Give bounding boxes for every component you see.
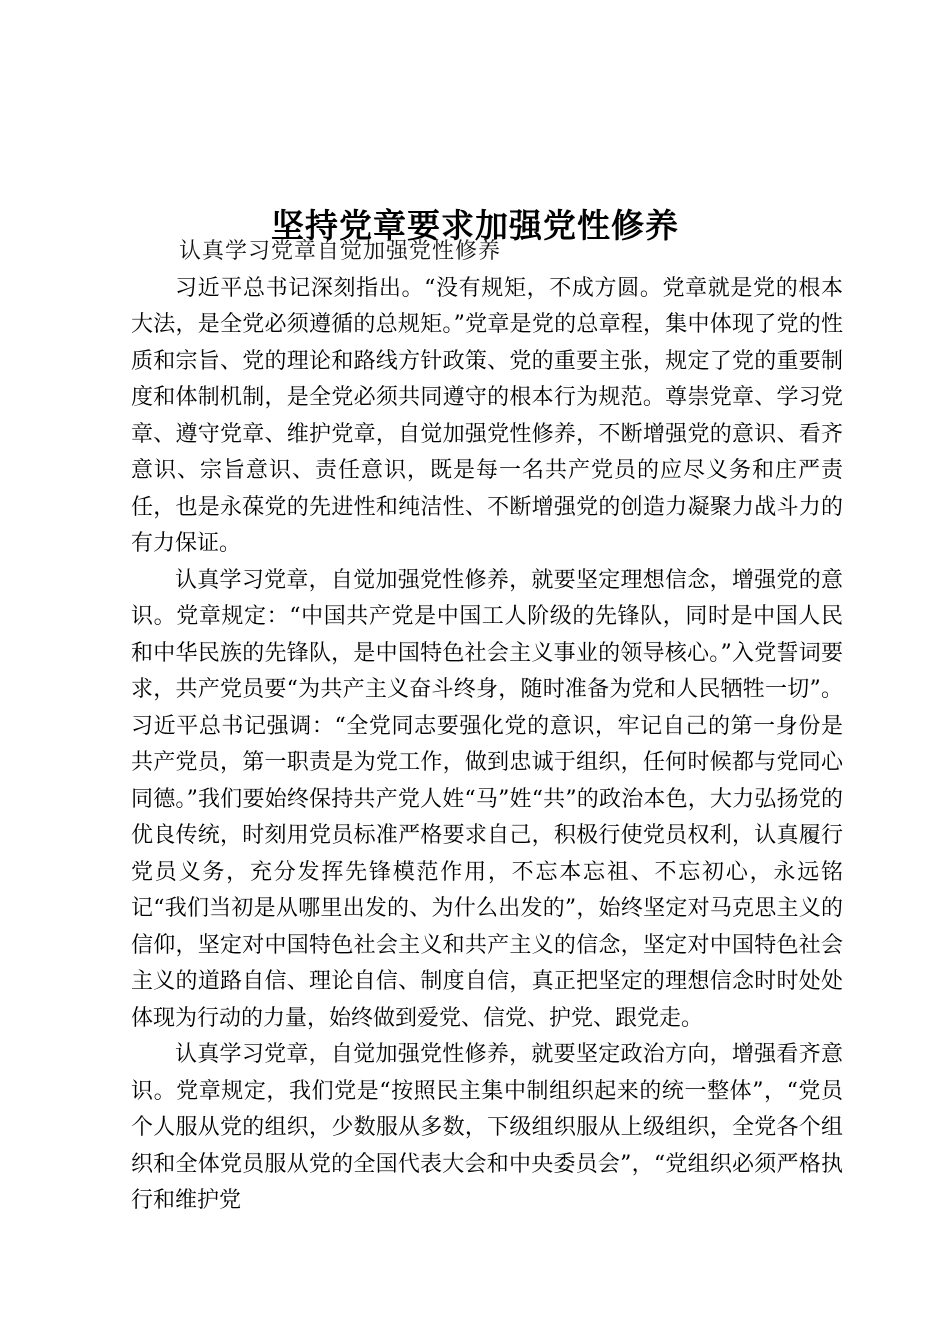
document-body <box>131 234 843 1220</box>
paragraph-2: 认真学习党章，自觉加强党性修养，就要坚定理想信念，增强党的意识。党章规定：“中国共产党是中国工人阶级的先锋队，同时是中国人民和中华民族的先锋队，是中国特色社会主义事业的领导核心。”入党誓词要求，共产党员要“为共产主义奋斗终身，随时准备为党和人民牺牲一切”。习近平总书记强调：“全党同志要强化党的意识，牢记自己的第一身份是共产党员，第一职责是为党工作，做到忠诚于组织，任何时候都与党同心同德。”我们要始终保持共产党人姓“马”姓“共”的政治本色，大力弘扬党的优良传统，时刻用党员标准严格要求自己，积极行使党员权利，认真履行党员义务，充分发挥先锋模范作用，不忘本忘祖、不忘初心，永远铭记“我们当初是从哪里出发的、为什么出发的”，始终坚定对马克思主义的信仰，坚定对中国特色社会主义和共产主义的信念，坚定对中国特色社会主义的道路自信、理论自信、制度自信，真正把坚定的理想信念时时处处体现为行动的力量，始终做到爱党、信党、护党、跟党走。 <box>131 567 843 1031</box>
paragraph-1: 习近平总书记深刻指出。“没有规矩，不成方圆。党章就是党的根本大法，是全党必须遵循的总规矩。”党章是党的总章程，集中体现了党的性质和宗旨、党的理论和路线方针政策、党的重要主张，规定了党的重要制度和体制机制，是全党必须共同遵守的根本行为规范。尊崇党章、学习党章、遵守党章、维护党章，自觉加强党性修养，不断增强党的意识、看齐意识、宗旨意识、责任意识，既是每一名共产党员的应尽义务和庄严责任，也是永葆党的先进性和纯洁性、不断增强党的创造力凝聚力战斗力的有力保证。 <box>131 275 843 556</box>
document-title: 坚持党章要求加强党性修养 <box>271 206 679 246</box>
document-subtitle: 认真学习党章自觉加强党性修养 <box>179 239 502 264</box>
paragraph-3: 认真学习党章，自觉加强党性修养，就要坚定政治方向，增强看齐意识。党章规定，我们党是“按照民主集中制组织起来的统一整体”，“党员个人服从党的组织，少数服从多数，下级组织服从上级组织，全党各个组织和全体党员服从党的全国代表大会和中央委员会”，“党组织必须严格执行和维护党 <box>131 1042 843 1213</box>
